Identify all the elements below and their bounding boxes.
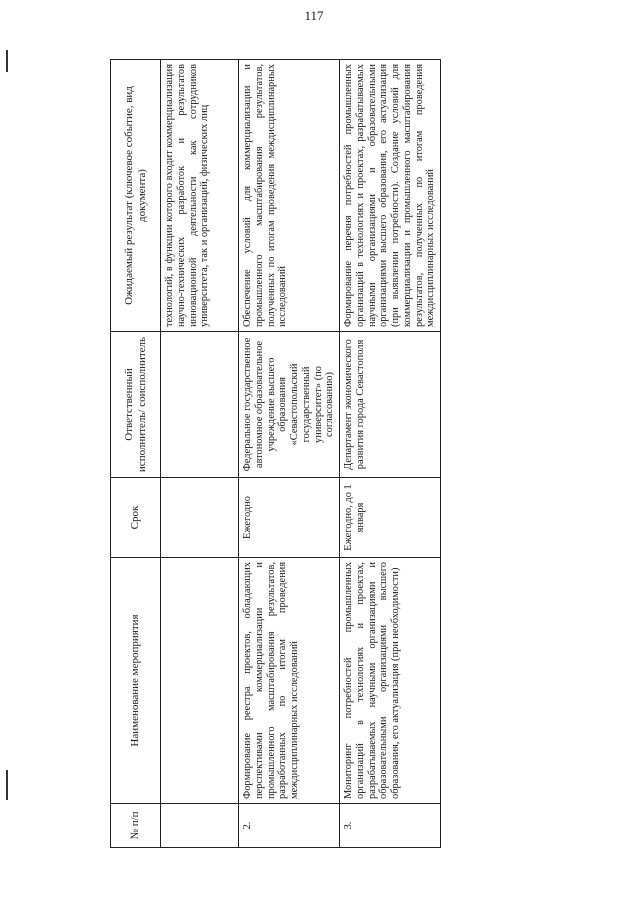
rotated-table-wrapper — [110, 60, 437, 848]
page-number: 117 — [304, 8, 324, 23]
header-name: Наименование мероприятия — [111, 558, 161, 804]
header-num: № п/п — [111, 804, 161, 848]
header-result: Ожидаемый результат (ключевое событие, вид документа) — [111, 60, 161, 332]
row-result: Формирование перечня потребностей промышленных организаций в технологиях и проектах, разрабатываемых научными организациями и образовательными организациями высшего образования, его актуализация (при выявлении потребности). Создание условий для коммерциализации и промышленного масштабирования результатов, полученных по итогам проведения междисциплинарных исследований — [340, 60, 441, 332]
row-name: Мониторинг потребностей промышленных организаций в технологиях и проектах, разрабатываемых научными организациями и образовательными организациями высшего образования, его актуализация (при необходимости) — [340, 558, 441, 804]
table-header-row — [111, 60, 161, 848]
binding-mark-bottom — [6, 770, 8, 800]
row-result: Обеспечение условий для коммерциализации и промышленного масштабирования результатов, полученных по итогам проведения междисциплинарных исследований — [239, 60, 340, 332]
header-term: Срок — [111, 478, 161, 558]
row-responsible — [161, 332, 239, 478]
measures-table — [110, 59, 441, 848]
row-name: Формирование реестра проектов, обладающих перспективами коммерциализации и промышленного масштабирования результатов, разработанных по итогам проведения междисциплинарных исследований — [239, 558, 340, 804]
row-num — [161, 804, 239, 848]
row-num: 3. — [340, 804, 441, 848]
row-num: 2. — [239, 804, 340, 848]
row-term: Ежегодно — [239, 478, 340, 558]
row-name — [161, 558, 239, 804]
table-row — [239, 60, 340, 848]
row-responsible: Федеральное государственное автономное образовательное учреждение высшего образования «Севастопольский государственный университет» (по согласованию) — [239, 332, 340, 478]
row-term: Ежегодно, до 1 января — [340, 478, 441, 558]
row-responsible: Департамент экономического развития города Севастополя — [340, 332, 441, 478]
row-term — [161, 478, 239, 558]
binding-mark-top — [6, 50, 8, 72]
table-row — [340, 60, 441, 848]
table-row — [161, 60, 239, 848]
header-responsible: Ответственный исполнитель/ соисполнитель — [111, 332, 161, 478]
row-result: технологий, в функции которого входит коммерциализация научно-технических разработок и результатов инновационной деятельности как сотрудников университета, так и организаций, физических лиц — [161, 60, 239, 332]
